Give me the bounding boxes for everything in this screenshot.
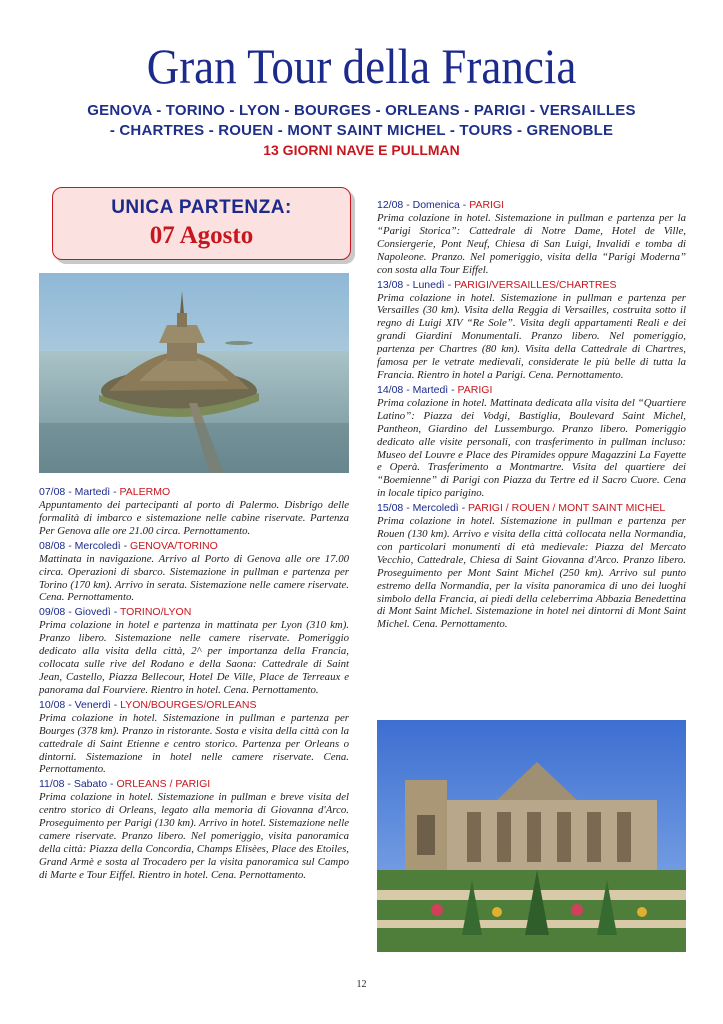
day-heading: 08/08 - Mercoledì - GENOVA/TORINO bbox=[39, 539, 218, 552]
day-heading: 11/08 - Sabato - ORLEANS / PARIGI bbox=[39, 778, 211, 791]
itinerary-day bbox=[39, 486, 349, 538]
day-heading: 13/08 - Lunedì - PARIGI/VERSAILLES/CHARTRES bbox=[377, 278, 617, 291]
itinerary-day bbox=[377, 502, 686, 631]
departure-box bbox=[52, 187, 351, 260]
itinerary-day bbox=[39, 699, 349, 777]
day-heading: 10/08 - Venerdì - LYON/BOURGES/ORLEANS bbox=[39, 698, 257, 711]
day-description: Prima colazione in hotel. Sistemazione in pullman e partenza per Rouen (130 km). Arrivo e visita della città collocata nella Normandia, con particolari monumenti di età medievale: Piazza del Mercato Vecchio, Cattedrale, Chiesa di Saint Giovanna d'Arco. Pranzo libero. Proseguimento per Mont Saint Michel (250 km). Arrivo sul punto estremo della Normandia, per la visita panoramica di uno dei luoghi simbolo della Francia, ai piedi della celeberrima Abbazia Benedettina di Mont Saint Michel. Sistemazione in hotel nei dintorni di Mont Saint Michel. Cena. Pernottamento. bbox=[377, 515, 686, 631]
day-heading: 09/08 - Giovedì - TORINO/LYON bbox=[39, 606, 192, 619]
itinerary-day bbox=[39, 540, 349, 605]
page-title: Gran Tour della Francia bbox=[146, 38, 577, 94]
itinerary-day bbox=[377, 384, 686, 500]
day-description: Mattinata in navigazione. Arrivo al Porto di Genova alle ore 17.00 circa. Operazioni di sbarco. Sistemazione in pullman e partenza per Torino (170 km). Arrivo in serata. Sistemazione nelle camere riservate. Cena. Pernottamento. bbox=[39, 552, 349, 604]
route-line-2: - CHARTRES - ROUEN - MONT SAINT MICHEL - TOURS - GRENOBLE bbox=[109, 122, 614, 139]
day-description: Prima colazione in hotel e partenza in mattinata per Lyon (310 km). Pranzo libero. Sistemazione nelle camere riservate. Pomeriggio dedicato alla visita della città, 2^ per importanza della Francia, collocata sulle rive del Rodano e della Saona: Cattedrale di Saint Jean, Castello, Piazza Bellecour, Hotel De Ville, Place de Terreaux e panorama dal Fourviere. Rientro in hotel. Cena. Pernottamento. bbox=[39, 619, 349, 696]
day-description: Prima colazione in hotel. Sistemazione in pullman e partenza per Versailles (30 km). Visita della Reggia di Versailles, costruita sotto il regno di Luigi XIV “Re Sole”. Visita degli appartamenti Reali e dei grandi Giardini Monumentali. Pranzo libero. Nel pomeriggio, partenza per Chartres (80 km). Visita della Cattedrale di Chartres, famosa per le vetrate medievali, considerate le più belle di tutta la Francia. Rientro in hotel a Parigi. Cena. Pernottamento. bbox=[377, 291, 686, 381]
bourges-cathedral-photo bbox=[377, 720, 686, 952]
page-number: 12 bbox=[356, 979, 367, 990]
itinerary-day bbox=[377, 199, 686, 277]
itinerary-day bbox=[39, 778, 349, 881]
day-heading: 12/08 - Domenica - PARIGI bbox=[377, 199, 505, 211]
day-description: Prima colazione in hotel. Sistemazione in pullman e partenza per la “Parigi Storica”: Cattedrale di Notre Dame, Hotel de Ville, Consiergerie, Pont Neuf, Chiesa di San Luigi, Invalidi e tomba di Napoleone. Pranzo. Nel pomeriggio, visita della “Parigi Moderna” con sosta alla Tour Eiffel. bbox=[377, 212, 686, 276]
day-heading: 14/08 - Martedì - PARIGI bbox=[377, 383, 493, 396]
day-description: Appuntamento dei partecipanti al porto di Palermo. Disbrigo delle formalità di imbarco e sistemazione nelle cabine riservate. Partenza Per Genova alle ore 21.00 circa. Pernottamento. bbox=[39, 499, 349, 537]
itinerary-day bbox=[377, 279, 686, 382]
day-description: Prima colazione in hotel. Sistemazione in pullman e breve visita del centro storico di Orleans, legato alla memoria di Giovanna d'Arco. Proseguimento per Parigi (130 km). Arrivo in hotel. Sistemazione nelle camere riservate. Pranzo libero. Nel pomeriggio, visita panoramica della città: Piazza della Concordia, Champs Elisèes, Place des Etoiles, Grand Armè e sosta al Trocadero per la visita panoramica sul Campo di Marte e Tour Eiffel. Rientro in hotel. Cena. Pernottamento. bbox=[39, 791, 349, 881]
day-heading: 15/08 - Mercoledì - PARIGI / ROUEN / MONT SAINT MICHEL bbox=[377, 502, 666, 515]
day-description: Prima colazione in hotel. Mattinata dedicata alla visita del “Quartiere Latino”: Piazza dei Vodgi, Bastiglia, Boulevard Saint Michel, Pantheon, Giardino del Lussemburgo. Pranzo libero. Pomeriggio dedicato alle visite personali, con trasferimento in pullman incluso: Museo del Louvre e Place des Piramides oppure Magazzini La Fayette e Operà. Trasferimento a Montmartre. Visita del quartiere dei “Boemienne” di Parigi con Piazza du Tertre ed il Sacro Cuore. Cena in locale tipico parigino. bbox=[377, 396, 686, 500]
day-heading: 07/08 - Martedì - PALERMO bbox=[39, 486, 171, 498]
itinerary-day bbox=[39, 606, 349, 696]
day-description: Prima colazione in hotel. Sistemazione in pullman e partenza per Bourges (378 km). Pranzo in ristorante. Sosta e visita della città con la cattedrale di Saint Etienne e centro storico. Partenza per Orleans o dintorni. Sistemazione in hotel nelle camere riservate. Cena. Pernottamento. bbox=[39, 711, 349, 776]
mont-saint-michel-photo bbox=[39, 273, 349, 473]
tour-subtitle: 13 GIORNI NAVE E PULLMAN bbox=[263, 142, 460, 158]
itinerary-right-column bbox=[377, 199, 686, 633]
departure-date: 07 Agosto bbox=[149, 222, 254, 249]
itinerary-left-column bbox=[39, 486, 349, 884]
route-line-1: GENOVA - TORINO - LYON - BOURGES - ORLEANS - PARIGI - VERSAILLES bbox=[87, 102, 636, 119]
departure-label: UNICA PARTENZA: bbox=[111, 197, 292, 218]
